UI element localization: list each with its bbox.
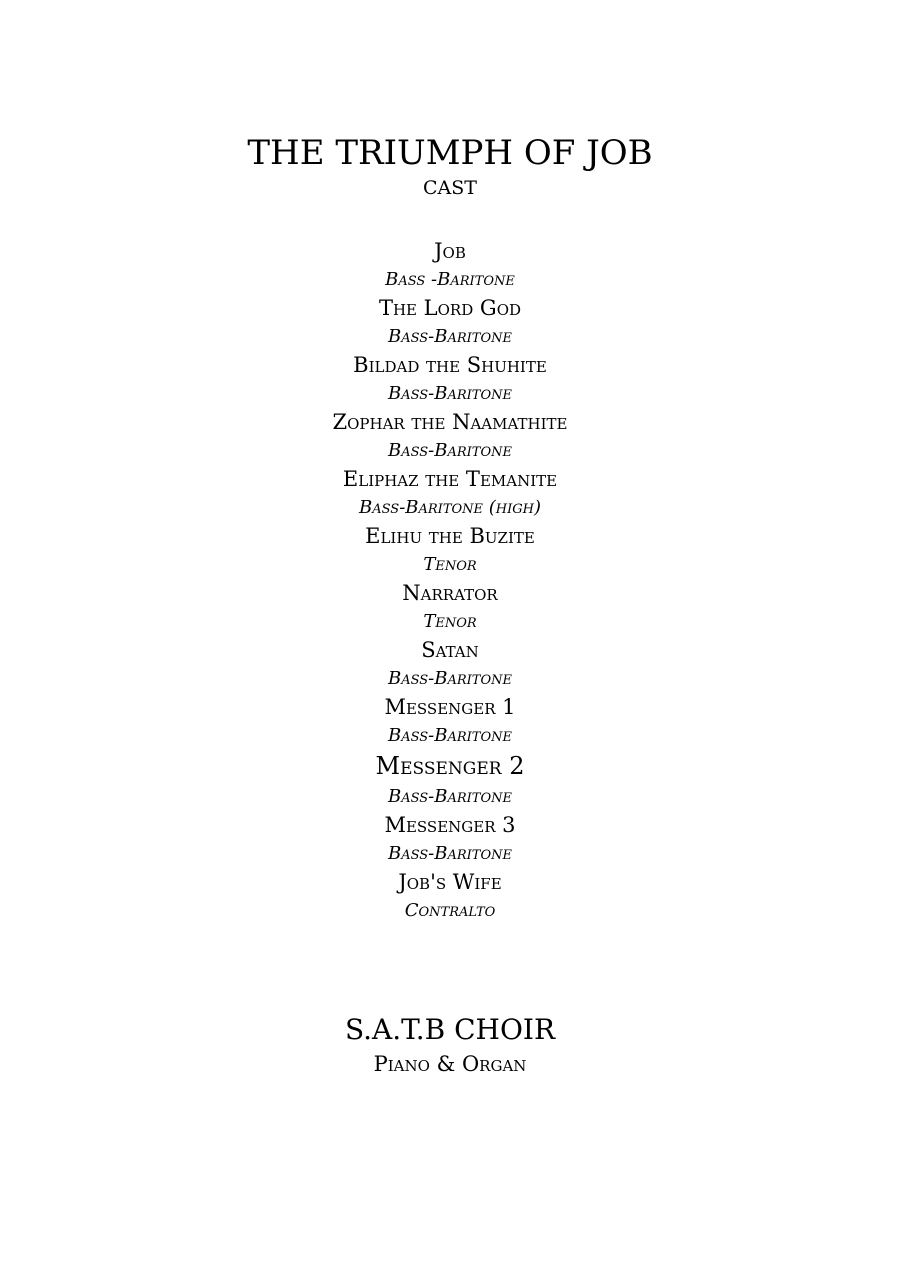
voice-type: Tenor [423, 611, 477, 632]
voice-type: Bass-Baritone (high) [359, 497, 541, 518]
role-name: Satan [421, 638, 479, 662]
role-name: Messenger 3 [384, 813, 516, 837]
voice-type: Tenor [423, 554, 477, 575]
choir-heading: S.A.T.B CHOIR [344, 1013, 556, 1046]
role-name: Job's Wife [398, 870, 502, 894]
role-name: Narrator [402, 581, 498, 605]
cast-entry-messenger-1 [0, 692, 900, 749]
cast-entry-zophar [0, 407, 900, 464]
role-name: Zophar the Naamathite [332, 410, 568, 434]
role-name: Job [434, 239, 466, 263]
role-name: Elihu the Buzite [365, 524, 535, 548]
role-name: Messenger 2 [375, 752, 525, 780]
voice-type: Bass-Baritone [387, 326, 512, 347]
role-name: Messenger 1 [384, 695, 516, 719]
voice-type: Bass-Baritone [387, 383, 512, 404]
cast-entry-the-lord-god [0, 293, 900, 350]
cast-entry-elihu [0, 521, 900, 578]
cast-entry-job [0, 236, 900, 293]
cast-entry-satan [0, 635, 900, 692]
page-title: THE TRIUMPH OF JOB [247, 133, 653, 173]
cast-entry-jobs-wife [0, 867, 900, 924]
instruments-line: Piano & Organ [373, 1052, 527, 1076]
voice-type: Bass-Baritone [387, 786, 512, 807]
voice-type: Bass-Baritone [387, 668, 512, 689]
role-name: Bildad the Shuhite [353, 353, 547, 377]
cast-entry-bildad [0, 350, 900, 407]
role-name: The Lord God [378, 296, 522, 320]
role-name: Eliphaz the Temanite [342, 467, 558, 491]
voice-type: Bass-Baritone [387, 843, 512, 864]
cast-entry-narrator [0, 578, 900, 635]
cast-list [0, 236, 900, 924]
page-subtitle: CAST [423, 177, 477, 199]
cast-entry-messenger-2 [0, 749, 900, 810]
cast-entry-messenger-3 [0, 810, 900, 867]
voice-type: Bass-Baritone [387, 440, 512, 461]
voice-type: Bass-Baritone [387, 725, 512, 746]
cast-entry-eliphaz [0, 464, 900, 521]
voice-type: Contralto [404, 900, 496, 921]
voice-type: Bass -Baritone [385, 269, 515, 290]
